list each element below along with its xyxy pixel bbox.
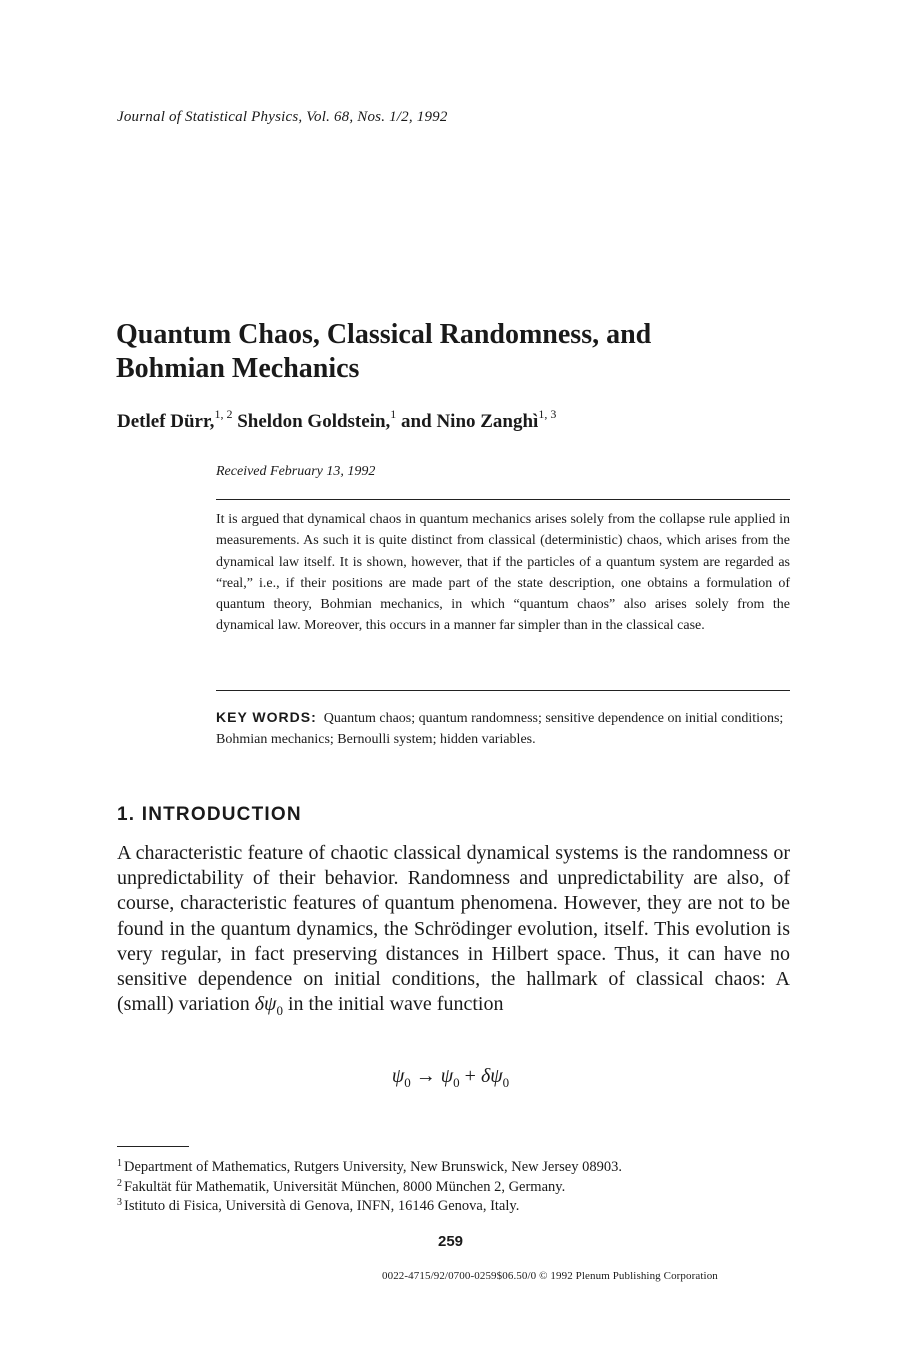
received-date: Received February 13, 1992 xyxy=(216,464,376,479)
footnote: $^1$ Department of Mathematics, Rutgers University, New Brunswick, New Jersey 08903. xyxy=(117,1158,622,1175)
author-name: Nino Zanghì xyxy=(436,411,539,432)
intro-text-before: A characteristic feature of chaotic classical dynamical systems is the randomness or unpredictability of their behavior. Randomness and unpredictability are also, of course, characteristic features of quantum phenomena. However, they are not to be found in the quantum dynamics, the Schrödinger evolution, itself. This evolution is very regular, in fact preserving distances in Hilbert space. Thus, it can have no sensitive dependence on initial conditions, the hallmark of classical chaos: A (small) variation xyxy=(117,842,790,1016)
keywords xyxy=(216,707,790,751)
author-affiliation: 1, 3 xyxy=(538,407,557,421)
display-equation: $\psi_0 \to \psi_0 + \delta\psi_0$ xyxy=(391,1065,510,1090)
footnote: $^2$ Fakultät für Mathematik, Universität München, 8000 München 2, Germany. xyxy=(117,1177,566,1195)
author-name: Sheldon Goldstein, xyxy=(237,411,391,432)
footnote: $^3$ Istituto di Fisica, Università di Genova, INFN, 16146 Genova, Italy. xyxy=(117,1197,520,1215)
keywords-text: Quantum chaos; quantum randomness; sensitive dependence on initial conditions; Bohmian mechanics; Bernoulli system; hidden variables. xyxy=(216,711,784,748)
keywords-label: KEY WORDS: xyxy=(216,709,317,725)
intro-text-after: in the initial wave function xyxy=(287,993,504,1016)
author-affiliation: 1, 2 xyxy=(214,407,233,421)
author-list xyxy=(117,407,557,433)
author-name: Detlef Dürr, xyxy=(117,411,215,432)
copyright-line: 0022-4715/92/0700-0259$06.50/0 © 1992 Plenum Publishing Corporation xyxy=(382,1270,718,1282)
section-heading: 1. INTRODUCTION xyxy=(117,804,302,825)
title-line-2: Bohmian Mechanics xyxy=(116,353,360,384)
title-line-1: Quantum Chaos, Classical Randomness, and xyxy=(116,319,652,350)
footnotes xyxy=(117,1158,817,1217)
page-number: 259 xyxy=(437,1233,464,1250)
abstract: It is argued that dynamical chaos in quantum mechanics arises solely from the collapse rule applied in measurements. As such it is quite distinct from classical (deterministic) chaos, which arises from the dynamical law itself. It is shown, however, that if the particles of a quantum system are regarded as “real,” i.e., if their positions are made part of the state description, one obtains a formulation of quantum theory, Bohmian mechanics, in which “quantum chaos” also arises solely from the dynamical law. Moreover, this occurs in a manner far simpler than in the classical case. xyxy=(216,512,790,634)
abstract-top-rule xyxy=(216,499,790,500)
author-joiner: and xyxy=(401,411,432,432)
author-affiliation: 1 xyxy=(390,407,397,421)
paper-title xyxy=(116,318,816,386)
footnote-rule xyxy=(117,1146,189,1147)
journal-header: Journal of Statistical Physics, Vol. 68, Nos. 1/2, 1992 xyxy=(117,109,448,125)
abstract-bottom-rule xyxy=(216,690,790,691)
inline-math: $\delta\psi_0$ xyxy=(254,993,283,1019)
introduction-paragraph xyxy=(117,841,790,1023)
